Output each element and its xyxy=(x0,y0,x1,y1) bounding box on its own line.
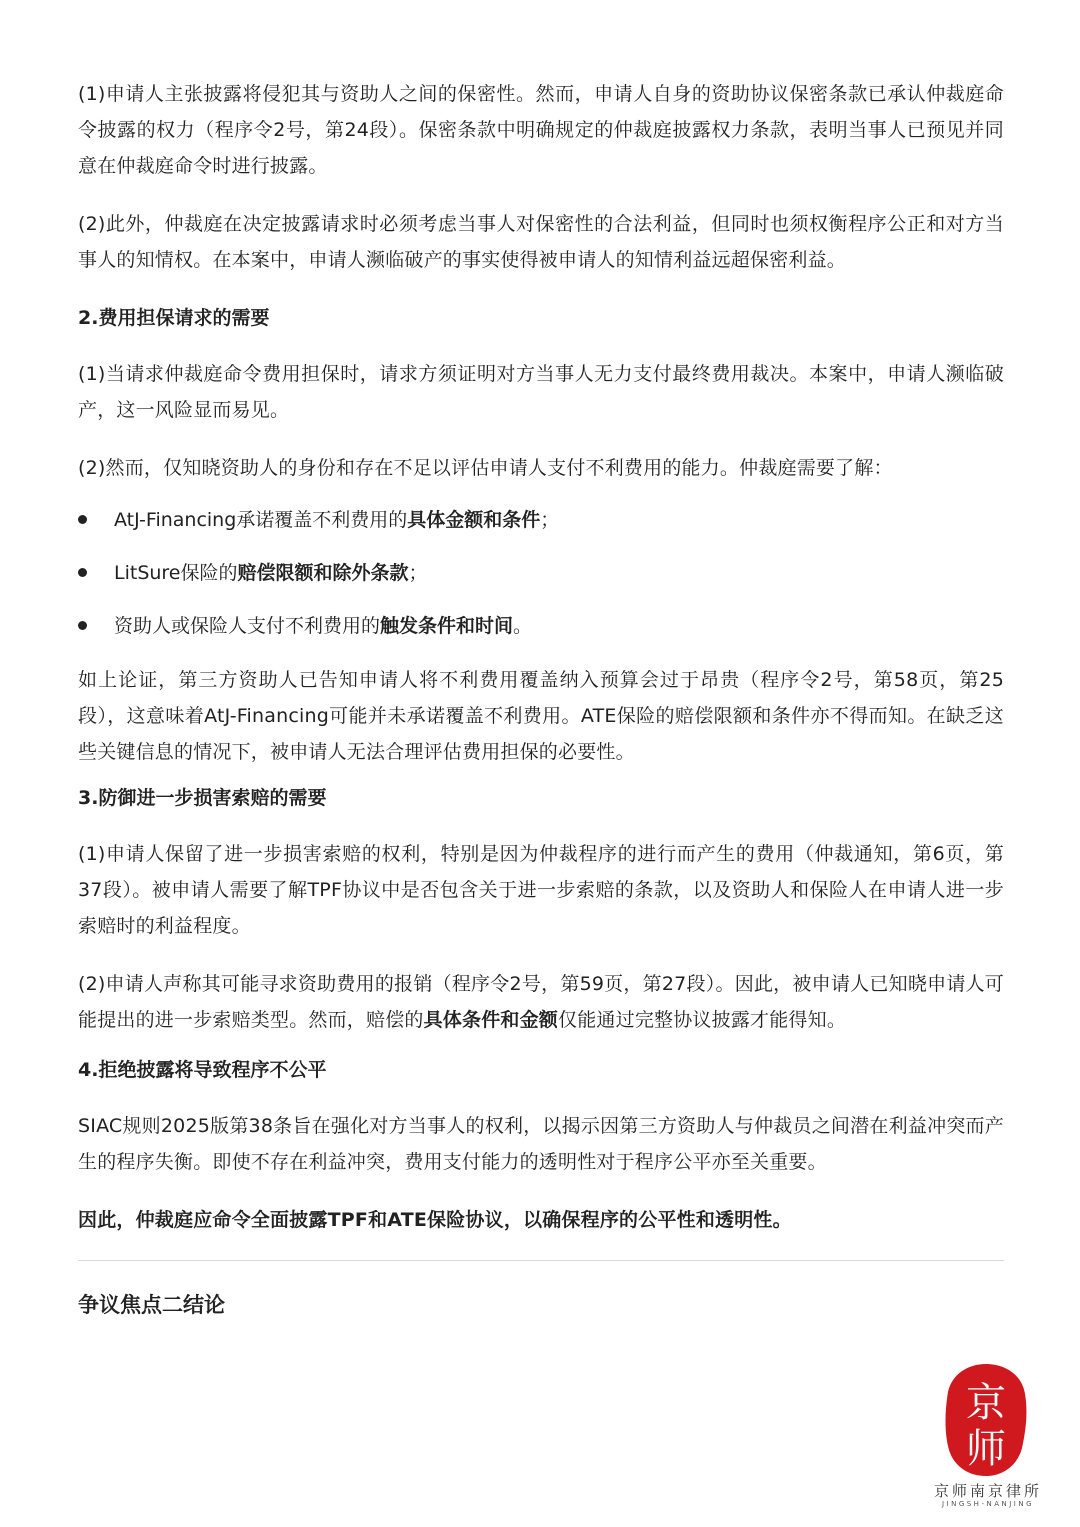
firm-name-en: JINGSH-NANJING xyxy=(941,1500,1035,1508)
article-body xyxy=(78,76,1004,1325)
bullet-item: LitSure保险的赔偿限额和除外条款； xyxy=(78,555,1004,591)
bullet-dot-icon xyxy=(78,515,87,524)
section-divider xyxy=(78,1260,1004,1261)
paragraph-insufficient-knowledge: (2)然而，仅知晓资助人的身份和存在不足以评估申请人支付不利费用的能力。仲裁庭需要了解： xyxy=(78,457,893,479)
heading-security-for-costs: 2.费用担保请求的需要 xyxy=(78,307,270,329)
bullet-dot-icon xyxy=(78,568,87,577)
bullet-list xyxy=(78,502,1004,644)
paragraph-reserved-claims: (1)申请人保留了进一步损害索赔的权利，特别是因为仲裁程序的进行而产生的费用（仲裁通知，第6页，第37段）。被申请人需要了解TPF协议中是否包含关于进一步索赔的条款，以及资助人和保险人在申请人进一步索赔时的利益程度。 xyxy=(78,843,1004,937)
paragraph-reimbursement: (2)申请人声称其可能寻求资助费用的报销（程序令2号，第59页，第27段）。因此，被申请人已知晓申请人可能提出的进一步索赔类型。然而，赔偿的具体条件和金额仅能通过完整协议披露才能得知。 xyxy=(78,973,1004,1031)
heading-procedural-unfairness: 4.拒绝披露将导致程序不公平 xyxy=(78,1059,327,1081)
paragraph-balancing: (2)此外，仲裁庭在决定披露请求时必须考虑当事人对保密性的合法利益，但同时也须权衡程序公正和对方当事人的知情权。在本案中，申请人濒临破产的事实使得被申请人的知情利益远超保密利益。 xyxy=(78,213,1004,271)
bullet-item: AtJ-Financing承诺覆盖不利费用的具体金额和条件； xyxy=(78,502,1004,538)
paragraph-security-request: (1)当请求仲裁庭命令费用担保时，请求方须证明对方当事人无力支付最终费用裁决。本案中，申请人濒临破产，这一风险显而易见。 xyxy=(78,363,1004,421)
seal-char-bottom: 师 xyxy=(966,1426,1006,1472)
paragraph-confidentiality: (1)申请人主张披露将侵犯其与资助人之间的保密性。然而，申请人自身的资助协议保密条款已承认仲裁庭命令披露的权力（程序令2号，第24段）。保密条款中明确规定的仲裁庭披露权力条款，表明当事人已预见并同意在仲裁庭命令时进行披露。 xyxy=(78,83,1004,177)
paragraph-siac-rules: SIAC规则2025版第38条旨在强化对方当事人的权利，以揭示因第三方资助人与仲裁员之间潜在利益冲突而产生的程序失衡。即使不存在利益冲突，费用支付能力的透明性对于程序公平亦至关重要。 xyxy=(78,1115,1004,1173)
paragraph-conclusion: 因此，仲裁庭应命令全面披露TPF和ATE保险协议，以确保程序的公平性和透明性。 xyxy=(78,1209,792,1231)
seal-char-top: 京 xyxy=(966,1380,1006,1426)
paragraph-ate-insurance: 如上论证，第三方资助人已告知申请人将不利费用覆盖纳入预算会过于昂贵（程序令2号，第58页，第25段），这意味着AtJ-Financing可能并未承诺覆盖不利费用。ATE保险的赔偿限额和条件亦不得而知。在缺乏这些关键信息的情况下，被申请人无法合理评估费用担保的必要性。 xyxy=(78,669,1004,763)
seal-icon xyxy=(942,1360,1030,1480)
bullet-item: 资助人或保险人支付不利费用的触发条件和时间。 xyxy=(78,608,1004,644)
section-title-issue-two: 争议焦点二结论 xyxy=(78,1293,225,1317)
heading-further-claims: 3.防御进一步损害索赔的需要 xyxy=(78,787,327,809)
law-firm-logo xyxy=(920,1360,1056,1510)
firm-name-cn: 京师南京律所 xyxy=(933,1482,1042,1500)
bullet-dot-icon xyxy=(78,621,87,630)
